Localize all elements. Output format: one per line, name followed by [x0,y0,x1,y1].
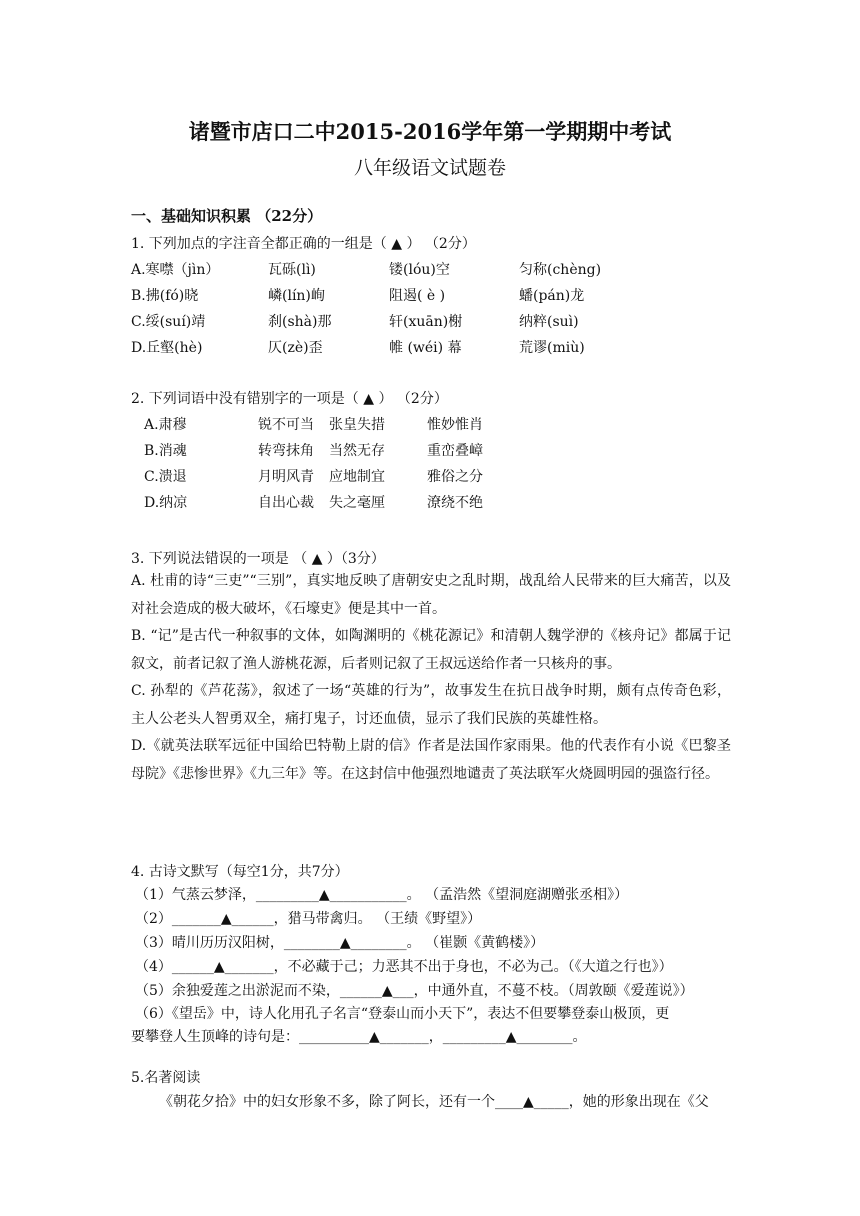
q1-option-a-3: 镂(lóu)空 [389,262,450,278]
q1-option-a-2: 瓦砾(lì) [268,262,316,278]
q4-line-7: 要攀登人生顶峰的诗句是：__________▲_______，_________▲________。 [131,1029,587,1045]
q1-option-c-1: C.绥(suí)靖 [131,314,206,330]
question-2-stem: 2. 下列词语中没有错别字的一项是（ ▲ ） （2分） [131,391,448,407]
q1-option-b-1: B.拂(fó)晓 [131,288,199,304]
q1-option-b-2: 嶙(lín)峋 [268,288,325,304]
q2-option-c-3: 应地制宜 [329,469,385,485]
q2-option-c-4: 雅俗之分 [427,469,483,485]
q1-option-d-2: 仄(zè)歪 [268,340,323,356]
q5-text: 《朝花夕拾》中的妇女形象不多，除了阿长，还有一个____▲_____，她的形象出现在《父 [159,1094,709,1110]
q2-option-d-1: D.纳凉 [144,495,188,511]
exam-title: 诸暨市店口二中2015-2016学年第一学期期中考试 [188,119,672,144]
q2-option-d-4: 潦绕不绝 [427,495,483,511]
exam-subtitle: 八年级语文试题卷 [353,157,506,179]
q1-option-a-4: 匀称(chèng) [519,262,602,278]
q3-option-c: C. 孙犁的《芦花荡》，叙述了一场“英雄的行为”，故事发生在抗日战争时期，颇有点传奇色彩，主人公老头人智勇双全，痛打鬼子，讨还血债，显示了我们民族的英雄性格。 [131,683,731,727]
q2-option-d-3: 失之毫厘 [329,495,385,511]
q2-option-b-3: 当然无存 [329,443,385,459]
q4-line-1: （1）气蒸云梦泽，_________▲___________。 （孟浩然《望洞庭湖赠张丞相》） [135,887,629,903]
q1-option-d-1: D.丘壑(hè) [131,340,203,356]
q4-line-3: （3）晴川历历汉阳树，________▲________。 （崔颢《黄鹤楼》） [135,935,545,951]
question-3-stem: 3. 下列说法错误的一项是 （ ▲ ）（3分） [131,551,385,567]
q2-option-d-2: 自出心裁 [258,495,314,511]
q4-line-6: （6）《望岳》中，诗人化用孔子名言“登泰山而小天下”，表达不但要攀登泰山极顶，更 [135,1006,670,1022]
q2-option-c-1: C.溃退 [144,469,187,485]
q1-option-c-3: 轩(xuān)榭 [389,314,463,330]
q2-option-a-2: 锐不可当 [258,417,314,433]
q1-option-c-2: 刹(shà)那 [268,314,332,330]
q4-line-2: （2）_______▲______，猎马带禽归。 （王绩《野望》） [135,911,482,927]
q1-option-d-3: 帷 (wéi) 幕 [389,340,462,356]
section-heading: 一、基础知识积累 （22分） [131,207,323,225]
q4-line-5: （5）余独爱莲之出淤泥而不染，______▲___，中通外直，不蔓不枝。（周敦颐《爱莲说》） [135,983,694,999]
q2-option-b-4: 重峦叠嶂 [427,443,483,459]
q2-option-a-3: 张皇失措 [329,417,385,433]
q2-option-c-2: 月明风青 [258,469,314,485]
q3-option-d: D.《就英法联军远征中国给巴特勒上尉的信》作者是法国作家雨果。他的代表作有小说《巴黎圣母院》《悲惨世界》《九三年》等。在这封信中他强烈地谴责了英法联军火烧圆明园的强盗行径。 [131,738,731,782]
q3-option-b: B. “记”是古代一种叙事的文体，如陶渊明的《桃花源记》和清朝人魏学洢的《核舟记》都属于记叙文，前者记叙了渔人游桃花源，后者则记叙了王叔远送给作者一只核舟的事。 [131,628,731,672]
q1-option-d-4: 荒谬(miù) [519,340,585,356]
q1-option-b-4: 蟠(pán)龙 [519,288,585,304]
q2-option-b-2: 转弯抹角 [258,443,314,459]
q1-option-a-1: A.寒噤（jìn） [131,262,220,278]
q2-option-b-1: B.消魂 [144,443,187,459]
q2-option-a-4: 惟妙惟肖 [427,417,483,433]
q2-option-a-1: A.肃穆 [144,417,187,433]
question-5-stem: 5.名著阅读 [131,1070,201,1086]
question-1-stem: 1. 下列加点的字注音全都正确的一组是（ ▲ ） （2分） [131,236,476,252]
q4-line-4: （4）______▲_______，不必藏于己；力恶其不出于身也，不必为己。（《大道之行也》） [135,959,673,975]
q3-option-a: A. 杜甫的诗“三吏”“三别”，真实地反映了唐朝安史之乱时期，战乱给人民带来的巨大痛苦，以及对社会造成的极大破坏，《石壕吏》便是其中一首。 [131,573,731,617]
q1-option-b-3: 阻遏( è ) [389,288,446,304]
question-4-stem: 4. 古诗文默写（每空1分，共7分） [131,864,349,880]
q1-option-c-4: 纳粹(suì) [519,314,579,330]
